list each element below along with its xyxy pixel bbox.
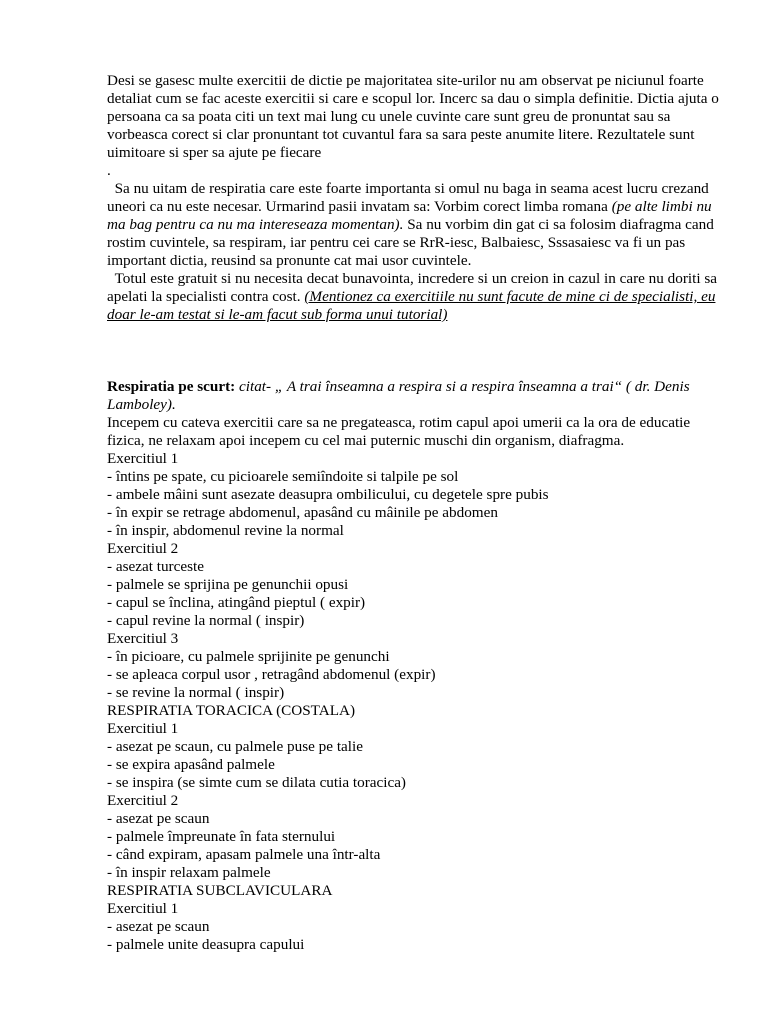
list-item: - se apleaca corpul usor , retragând abdomenul (expir): [107, 666, 436, 683]
list-item: Exercitiul 1: [107, 900, 179, 917]
list-item: - în expir se retrage abdomenul, apasând cu mâinile pe abdomen: [107, 504, 498, 521]
intro-paragraph-3-note: (Mentionez ca exercitiile nu sunt facute de mine ci de specialisti, eu doar le-am testat si le-am facut sub forma unui tutorial): [107, 288, 716, 323]
list-item: - se inspira (se simte cum se dilata cutia toracica): [107, 774, 406, 791]
intro-paragraph-2-end: Sa nu vorbim din gat ci sa folosim diafragma cand rostim cuvintele, sa respiram, iar pentru cei care se RrR-iesc, Balbaiesc, Sssasaiesc va fi un pas important dictia, reusind sa pronunte cat mai usor cuvintele.: [107, 216, 714, 269]
list-item: - asezat pe scaun: [107, 918, 210, 935]
section-heading-bold: Respiratia pe scurt:: [107, 378, 236, 395]
list-item: Exercitiul 2: [107, 792, 179, 809]
list-item: - se expira apasând palmele: [107, 756, 275, 773]
section-heading: [107, 378, 719, 414]
list-item: - se revine la normal ( inspir): [107, 684, 285, 701]
list-item: - în inspir, abdomenul revine la normal: [107, 522, 344, 539]
section-intro: Incepem cu cateva exercitii care sa ne pregateasca, rotim capul apoi umerii ca la ora de educatie fizica, ne relaxam apoi incepem cu cel mai puternic muschi din organism, diafragma.: [107, 414, 691, 449]
list-item: - asezat pe scaun, cu palmele puse pe talie: [107, 738, 363, 755]
list-item: - palmele unite deasupra capului: [107, 936, 305, 953]
list-item: RESPIRATIA TORACICA (COSTALA): [107, 702, 356, 719]
section-gap: [107, 324, 719, 378]
list-item: - palmele se sprijina pe genunchii opusi: [107, 576, 349, 593]
intro-paragraph-2-text: Sa nu uitam de respiratia care este foarte importanta si omul nu baga in seama acest lucru crezand uneori ca nu este necesar. Urmarind pasii invatam sa: Vorbim corect limba romana: [107, 180, 709, 215]
list-item: RESPIRATIA SUBCLAVICULARA: [107, 882, 333, 899]
intro-paragraph-1: Desi se gasesc multe exercitii de dictie pe majoritatea site-urilor nu am observat pe niciunul foarte detaliat cum se fac aceste exercitii si care e scopul lor. Incerc sa dau o simpla definitie. Dictia ajuta o persoana ca sa poata citi un text mai lung cu unele cuvinte care sunt greu de pronuntat sau sa vorbeasca corect si clar pronuntant tot cuvantul fara sa sara peste anumite litere. Rezultatele sunt uimitoare si sper sa ajute pe fiecare: [107, 72, 719, 161]
list-item: Exercitiul 2: [107, 540, 179, 557]
list-item: - asezat pe scaun: [107, 810, 210, 827]
list-item: Exercitiul 1: [107, 720, 179, 737]
list-item: - palmele împreunate în fata sternului: [107, 828, 336, 845]
list-item: - capul se înclina, atingând pieptul ( expir): [107, 594, 366, 611]
list-item: - asezat turceste: [107, 558, 204, 575]
list-item: - în inspir relaxam palmele: [107, 864, 271, 881]
list-item: Exercitiul 3: [107, 630, 179, 647]
list-item: - întins pe spate, cu picioarele semiîndoite si talpile pe sol: [107, 468, 459, 485]
list-item: Exercitiul 1: [107, 450, 179, 467]
exercise-list: [107, 450, 719, 954]
intro-dot: .: [107, 162, 111, 179]
section-heading-quote: citat- „ A trai înseamna a respira si a respira înseamna a trai“ ( dr. Denis Lamboley).: [107, 378, 690, 413]
list-item: - capul revine la normal ( inspir): [107, 612, 305, 629]
document-page: [107, 72, 719, 954]
list-item: - în picioare, cu palmele sprijinite pe genunchi: [107, 648, 390, 665]
intro-paragraph-3: [107, 270, 719, 324]
intro-paragraph-3-text: Totul este gratuit si nu necesita decat bunavointa, incredere si un creion in cazul in care nu doriti sa apelati la specialisti contra cost.: [107, 270, 718, 305]
intro-paragraph-2: [107, 180, 719, 270]
list-item: - când expiram, apasam palmele una într-alta: [107, 846, 381, 863]
intro-paragraph-2-italic: (pe alte limbi nu ma bag pentru ca nu ma intereseaza momentan).: [107, 198, 712, 233]
list-item: - ambele mâini sunt asezate deasupra ombilicului, cu degetele spre pubis: [107, 486, 549, 503]
